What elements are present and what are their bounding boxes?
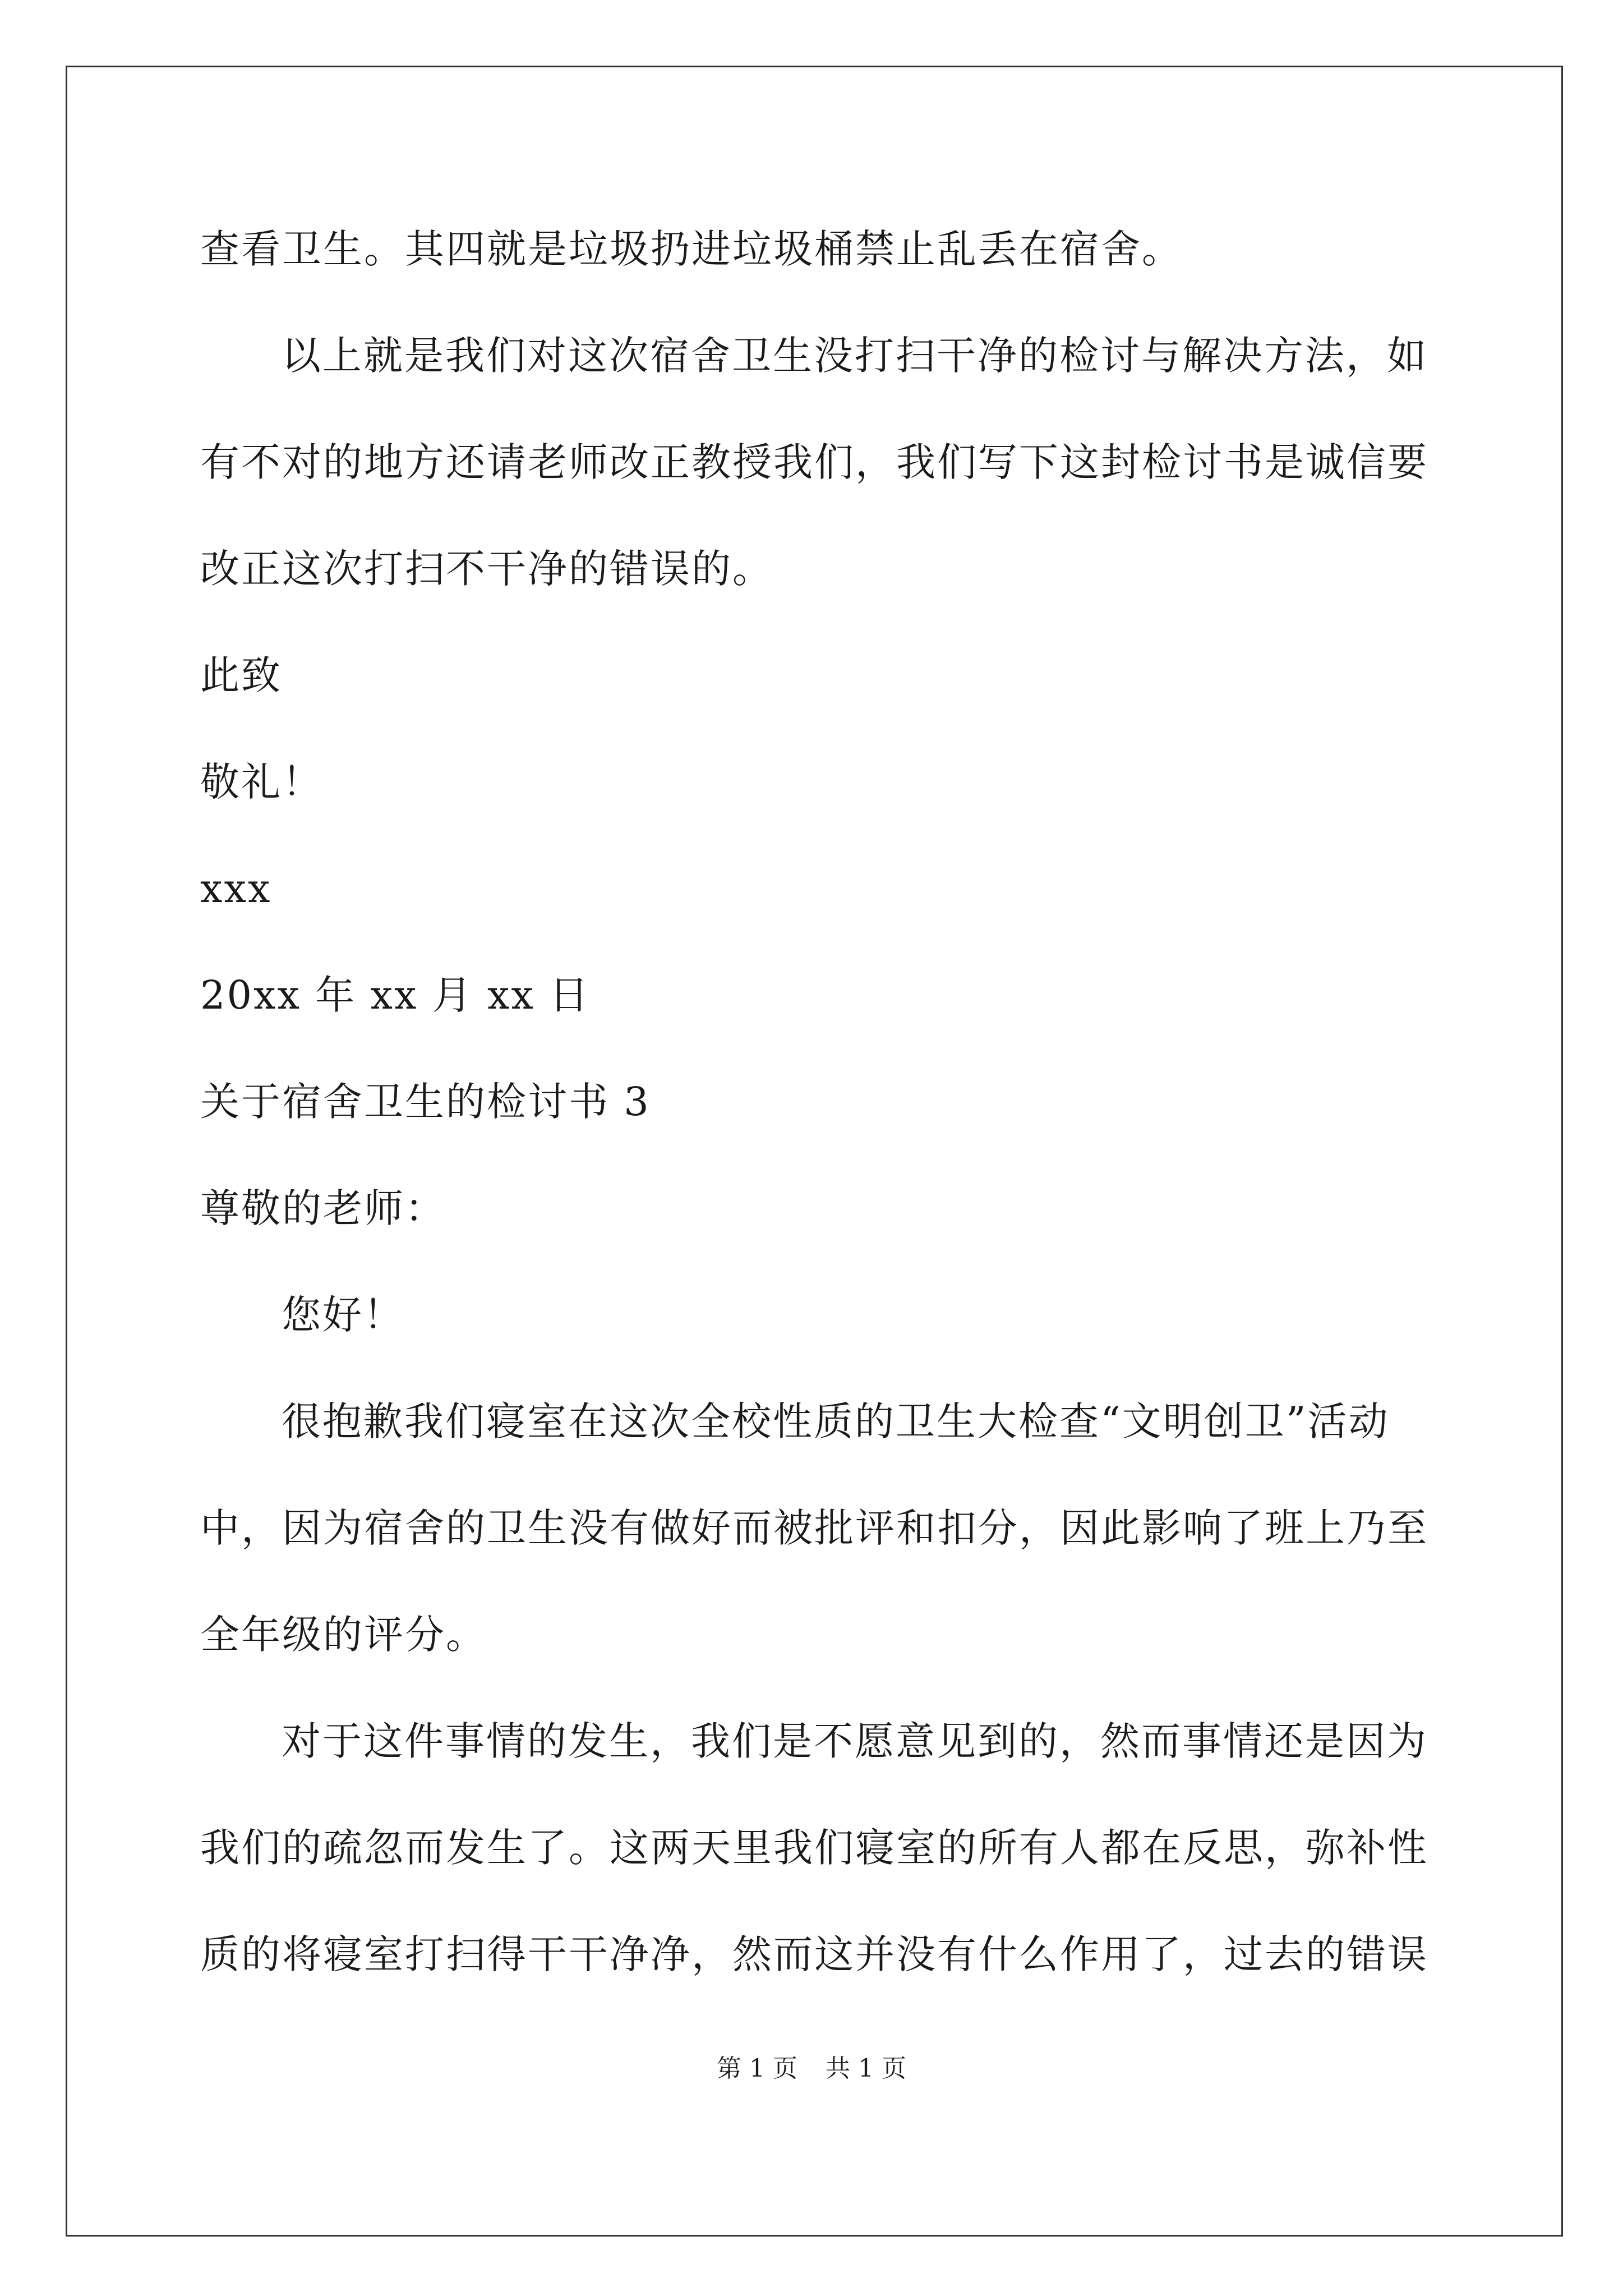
text-line-2: 以上就是我们对这次宿舍卫生没打扫干净的检讨与解决方法，如 [282,333,1428,379]
text-line-16: 我们的疏忽而发生了。这两天里我们寝室的所有人都在反思，弥补性 [200,1825,1428,1871]
text-line-14: 全年级的评分。 [200,1612,487,1658]
closing-salutation: 此致 [200,652,282,698]
text-line-15: 对于这件事情的发生，我们是不愿意见到的，然而事情还是因为 [282,1718,1428,1764]
signature-date: 20xx 年 xx 月 xx 日 [200,972,591,1018]
text-line-12: 很抱歉我们寝室在这次全校性质的卫生大检查“文明创卫”活动 [282,1398,1390,1444]
closing-regards: 敬礼！ [200,759,323,805]
text-line-3: 有不对的地方还请老师改正教授我们，我们写下这封检讨书是诚信要 [200,439,1428,485]
page-number-total: 共 1 页 [826,2054,906,2083]
text-line-1: 查看卫生。其四就是垃圾扔进垃圾桶禁止乱丢在宿舍。 [200,226,1183,272]
greeting-hello: 您好！ [282,1292,404,1338]
section-title: 关于宿舍卫生的检讨书 3 [200,1079,651,1125]
greeting-recipient: 尊敬的老师： [200,1185,446,1231]
page-number-current: 第 1 页 [717,2054,797,2083]
text-line-13: 中，因为宿舍的卫生没有做好而被批评和扣分，因此影响了班上乃至 [200,1505,1428,1551]
text-line-17: 质的将寝室打扫得干干净净，然而这并没有什么作用了，过去的错误 [200,1931,1428,1977]
page-border [66,66,1563,2237]
signature-name: xxx [200,866,272,912]
page-footer [0,2052,1623,2086]
text-line-4: 改正这次打扫不干净的错误的。 [200,546,773,592]
